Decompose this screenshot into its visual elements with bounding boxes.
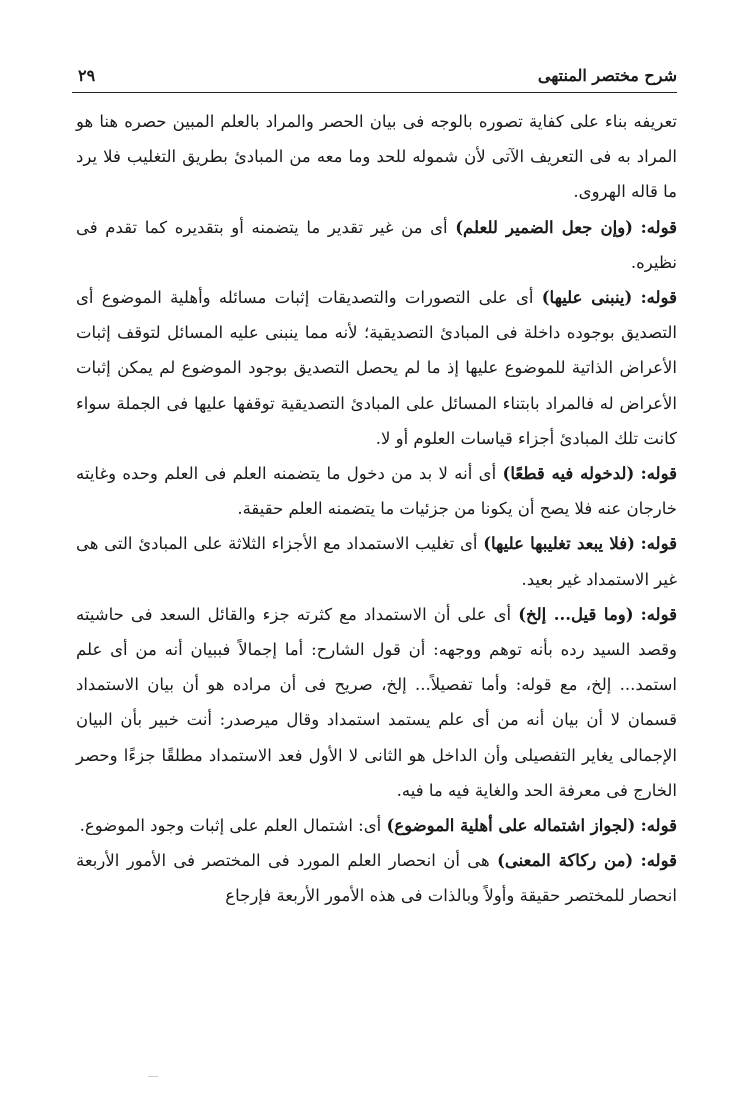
paragraph — [76, 456, 677, 526]
paragraph-text: أى تغليب الاستمداد مع الأجزاء الثلاثة على المبادئ التى هى غير الاستمداد غير بعيد. — [76, 534, 677, 589]
quoted-phrase: (لدخوله فيه قطعًا) — [502, 464, 635, 484]
quoted-phrase: (وما قيل... إلخ) — [518, 604, 634, 624]
paragraph — [76, 210, 677, 280]
paragraph — [76, 104, 677, 210]
paragraph-text: تعريفه بناء على كفاية تصوره بالوجه فى بيان الحصر والمراد بالعلم المبين حصره هنا هو المراد به فى التعريف الآتى لأن شموله للحد وما معه من المبادئ بطريق التغليب فلا يرد ما قاله الهروى. — [76, 112, 677, 202]
header-rule — [72, 92, 677, 93]
quoted-phrase: (ينبنى عليها) — [541, 288, 633, 308]
paragraph-text: أى على التصورات والتصديقات إثبات مسائله وأهلية الموضوع أى التصديق بوجوده داخلة فى المبادئ التصديقية؛ لأنه مما ينبنى عليه المسائل لتوقف إثبات الأعراض الذاتية للموضوع عليها إذ ما لم يحصل التصديق بوجود الموضوع لم يمكن إثبات الأعراض له فالمراد بابتناء المسائل على المبادئ التصديقية توقفها عليها فى الجملة سواء كانت تلك المبادئ أجزاء قياسات العلوم أو لا. — [76, 288, 677, 448]
paragraph-label: قوله: — [640, 217, 677, 237]
quoted-phrase: (لجواز اشتماله على أهلية الموضوع) — [386, 816, 636, 836]
page-header — [72, 62, 677, 90]
paragraph — [76, 597, 677, 808]
paragraph-text: أى من غير تقدير ما يتضمنه أو بتقديره كما تقدم فى نظيره. — [76, 217, 677, 272]
paragraph-label: قوله: — [640, 816, 677, 836]
paragraph — [76, 843, 677, 913]
paragraph-text: أى على أن الاستمداد مع كثرته جزء والقائل السعد فى حاشيته وقصد السيد رده بأنه توهم ووجهه: أن قول الشارح: أما إجمالاً فببيان أنه من أى علم استمد... إلخ، مع قوله: وأما تفصيلاً... إلخ، صريح فى أن مراده هو أن بيان الاستمداد قسمان لا أن بيان أنه من أى علم يستمد استمداد وقال ميرصدر: أنت خبير بأن البيان الإجمالى يغاير التفصيلى وأن الداخل هو الثانى لا الأول فعد الاستمداد مطلقًا جزءًا وحصر الخارج فى معرفة الحد والغاية فيه ما فيه. — [76, 604, 677, 800]
paragraph-label: قوله: — [640, 288, 677, 308]
paragraph-label: قوله: — [640, 851, 677, 871]
paragraph — [76, 808, 677, 843]
quoted-phrase: (وإن جعل الضمير للعلم) — [455, 217, 633, 237]
scan-mark — [148, 1076, 158, 1077]
quoted-phrase: (من ركاكة المعنى) — [497, 851, 634, 871]
paragraph-label: قوله: — [640, 604, 678, 624]
paragraph-label: قوله: — [640, 534, 677, 554]
paragraph — [76, 526, 677, 596]
running-head-title: شرح مختصر المنتهى — [537, 66, 677, 85]
paragraph-text: هى أن انحصار العلم المورد فى المختصر فى الأمور الأربعة انحصار للمختصر حقيقة وأولاً وبالذات فى هذه الأمور الأربعة فإرجاع — [76, 851, 677, 906]
body-text — [76, 104, 677, 914]
paragraph-label: قوله: — [640, 464, 678, 484]
quoted-phrase: (فلا يبعد تغليبها عليها) — [483, 534, 635, 554]
paragraph-text: أى: اشتمال العلم على إثبات وجود الموضوع. — [79, 816, 387, 836]
page-number: ٢٩ — [78, 66, 96, 85]
paragraph — [76, 280, 677, 456]
paragraph-text: أى أنه لا بد من دخول ما يتضمنه العلم فى العلم وحده وغايته خارجان عنه فلا يصح أن يكونا من جزئيات ما يتضمنه العلم حقيقة. — [76, 464, 677, 519]
